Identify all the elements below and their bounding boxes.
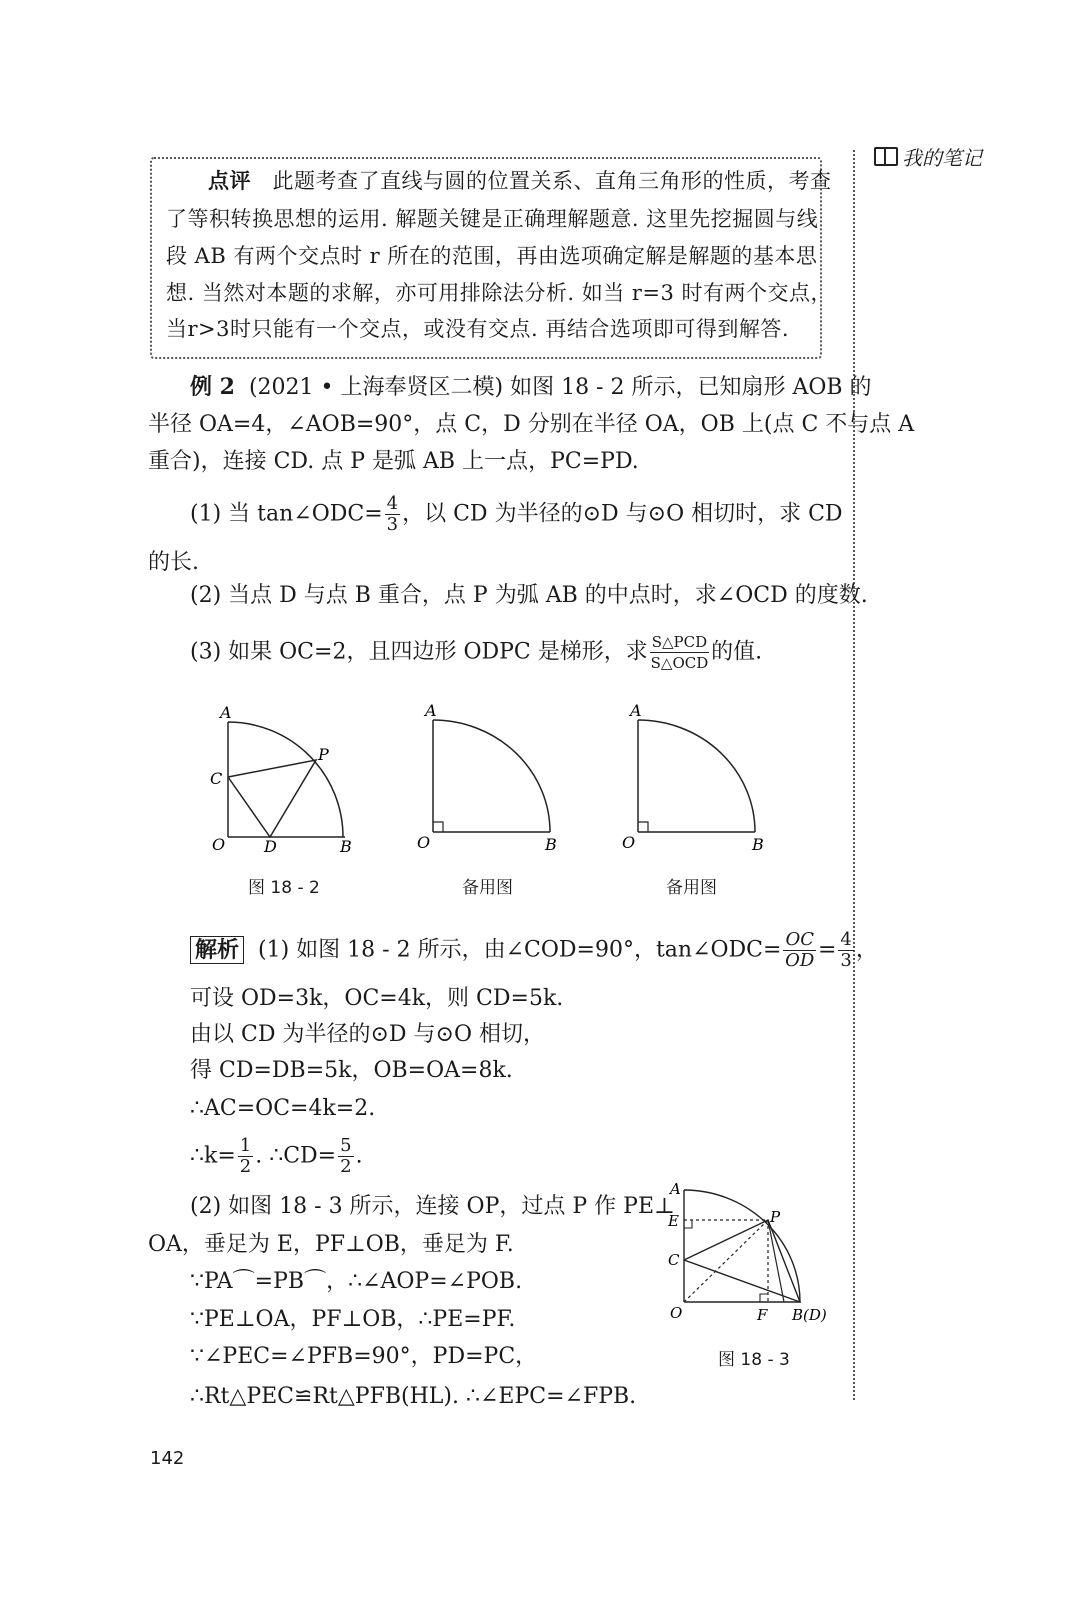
solution-line-1: 解析 (1) 如图 18 - 2 所示，由∠COD=90°，tan∠ODC= $\frac{OC}{OD}$ = $\frac{4}{3}$ ， <box>190 930 878 971</box>
label-p: P <box>318 745 329 764</box>
label-c: C <box>210 769 223 788</box>
spare-figure-1 <box>405 700 575 865</box>
label-b: B <box>545 835 557 854</box>
example-line-2: 半径 OA=4，∠AOB=90°，点 C，D 分别在半径 OA，OB 上(点 C 不与点 A <box>148 412 915 437</box>
spare-figure-1-caption: 备用图 <box>462 878 513 898</box>
solution-line-5: ∴AC=OC=4k=2. <box>190 1096 376 1121</box>
comment-line-5: 当r>3时只能有一个交点，或没有交点. 再结合选项即可得到解答. <box>166 317 790 341</box>
question-3: (3) 如果 OC=2，且四边形 ODPC 是梯形，求 S△PCD S△OCD 的值. <box>190 633 763 672</box>
example-line-1: 例 2 (2021 • 上海奉贤区二模) 如图 18 - 2 所示，已知扇形 AOB 的 <box>190 374 872 400</box>
label-c: C <box>668 1251 680 1269</box>
spare-figure-2 <box>610 700 780 865</box>
label-o: O <box>622 833 636 852</box>
solution-line-3: 由以 CD 为半径的⊙D 与⊙O 相切， <box>190 1022 545 1047</box>
fraction-1-2: $\frac{1}{2}$ <box>239 1135 252 1177</box>
label-f: F <box>757 1306 768 1324</box>
example-line-3: 重合)，连接 CD. 点 P 是弧 AB 上一点，PC=PD. <box>148 449 639 474</box>
fraction-oc-od: $\frac{OC}{OD}$ <box>785 929 815 971</box>
solution-line-12: ∴Rt△PEC≌Rt△PFB(HL). ∴∠EPC=∠FPB. <box>190 1384 637 1409</box>
solution-label: 解析 <box>190 936 244 964</box>
label-a: A <box>670 1180 681 1198</box>
solution-line-10: ∵PE⊥OA，PF⊥OB，∴PE=PF. <box>190 1307 516 1332</box>
comment-label: 点评 <box>208 168 251 193</box>
notes-divider <box>853 150 855 1400</box>
figure-18-3-caption: 图 18 - 3 <box>718 1350 790 1370</box>
comment-line-3: 段 AB 有两个交点时 r 所在的范围，再由选项确定解是解题的基本思 <box>166 244 818 268</box>
label-p: P <box>770 1208 781 1226</box>
label-a: A <box>630 701 642 720</box>
figure-18-2-caption: 图 18 - 2 <box>248 878 320 898</box>
label-o: O <box>212 835 226 854</box>
label-b: B <box>340 837 352 856</box>
solution-line-9: ∵PA⌒=PB⌒，∴∠AOP=∠POB. <box>190 1269 523 1294</box>
label-b: B <box>752 835 764 854</box>
label-o: O <box>417 833 431 852</box>
solution-line-7: (2) 如图 18 - 3 所示，连接 OP，过点 P 作 PE⊥ <box>190 1194 675 1219</box>
question-2: (2) 当点 D 与点 B 重合，点 P 为弧 AB 的中点时，求∠OCD 的度数. <box>190 583 868 608</box>
fraction-4-3-b: $\frac{4}{3}$ <box>840 929 852 971</box>
comment-line-2: 了等积转换思想的运用. 解题关键是正确理解题意. 这里先挖掘圆与线 <box>166 207 819 231</box>
label-o: O <box>670 1304 683 1322</box>
solution-line-11: ∵∠PEC=∠PFB=90°，PD=PC， <box>190 1344 538 1369</box>
comment-line-4: 想. 当然对本题的求解，亦可用排除法分析. 如当 r=3 时有两个交点， <box>166 281 833 305</box>
example-label: 例 2 <box>190 374 235 400</box>
question-1-cont: 的长. <box>148 550 199 575</box>
label-bd: B(D) <box>792 1306 827 1324</box>
spare-figure-2-caption: 备用图 <box>666 878 717 898</box>
figure-18-3 <box>662 1178 837 1338</box>
fraction-area-ratio: S△PCD S△OCD <box>650 633 709 672</box>
solution-line-8: OA，垂足为 E，PF⊥OB，垂足为 F. <box>148 1232 514 1257</box>
fraction-4-3: $\frac{4}{3}$ <box>386 493 399 535</box>
comment-line-1: 点评 此题考查了直线与圆的位置关系、直角三角形的性质，考查 <box>208 168 832 193</box>
question-1: (1) 当 tan∠ODC= $\frac{4}{3}$ ，以 CD 为半径的⊙D 与⊙O 相切时，求 CD <box>190 493 843 535</box>
fraction-5-2: $\frac{5}{2}$ <box>340 1135 352 1177</box>
my-notes-heading: 我的笔记 <box>874 142 982 171</box>
page-number: 142 <box>150 1448 185 1469</box>
solution-line-4: 得 CD=DB=5k，OB=OA=8k. <box>190 1058 513 1083</box>
solution-line-6: ∴k= $\frac{1}{2}$ . ∴CD= $\frac{5}{2}$ . <box>190 1135 363 1177</box>
label-a: A <box>425 701 437 720</box>
label-e: E <box>668 1212 679 1230</box>
solution-line-2: 可设 OD=3k，OC=4k，则 CD=5k. <box>190 986 564 1011</box>
label-a: A <box>220 703 232 722</box>
label-d: D <box>264 837 277 856</box>
book-icon <box>874 147 898 166</box>
figure-18-2 <box>200 700 370 865</box>
